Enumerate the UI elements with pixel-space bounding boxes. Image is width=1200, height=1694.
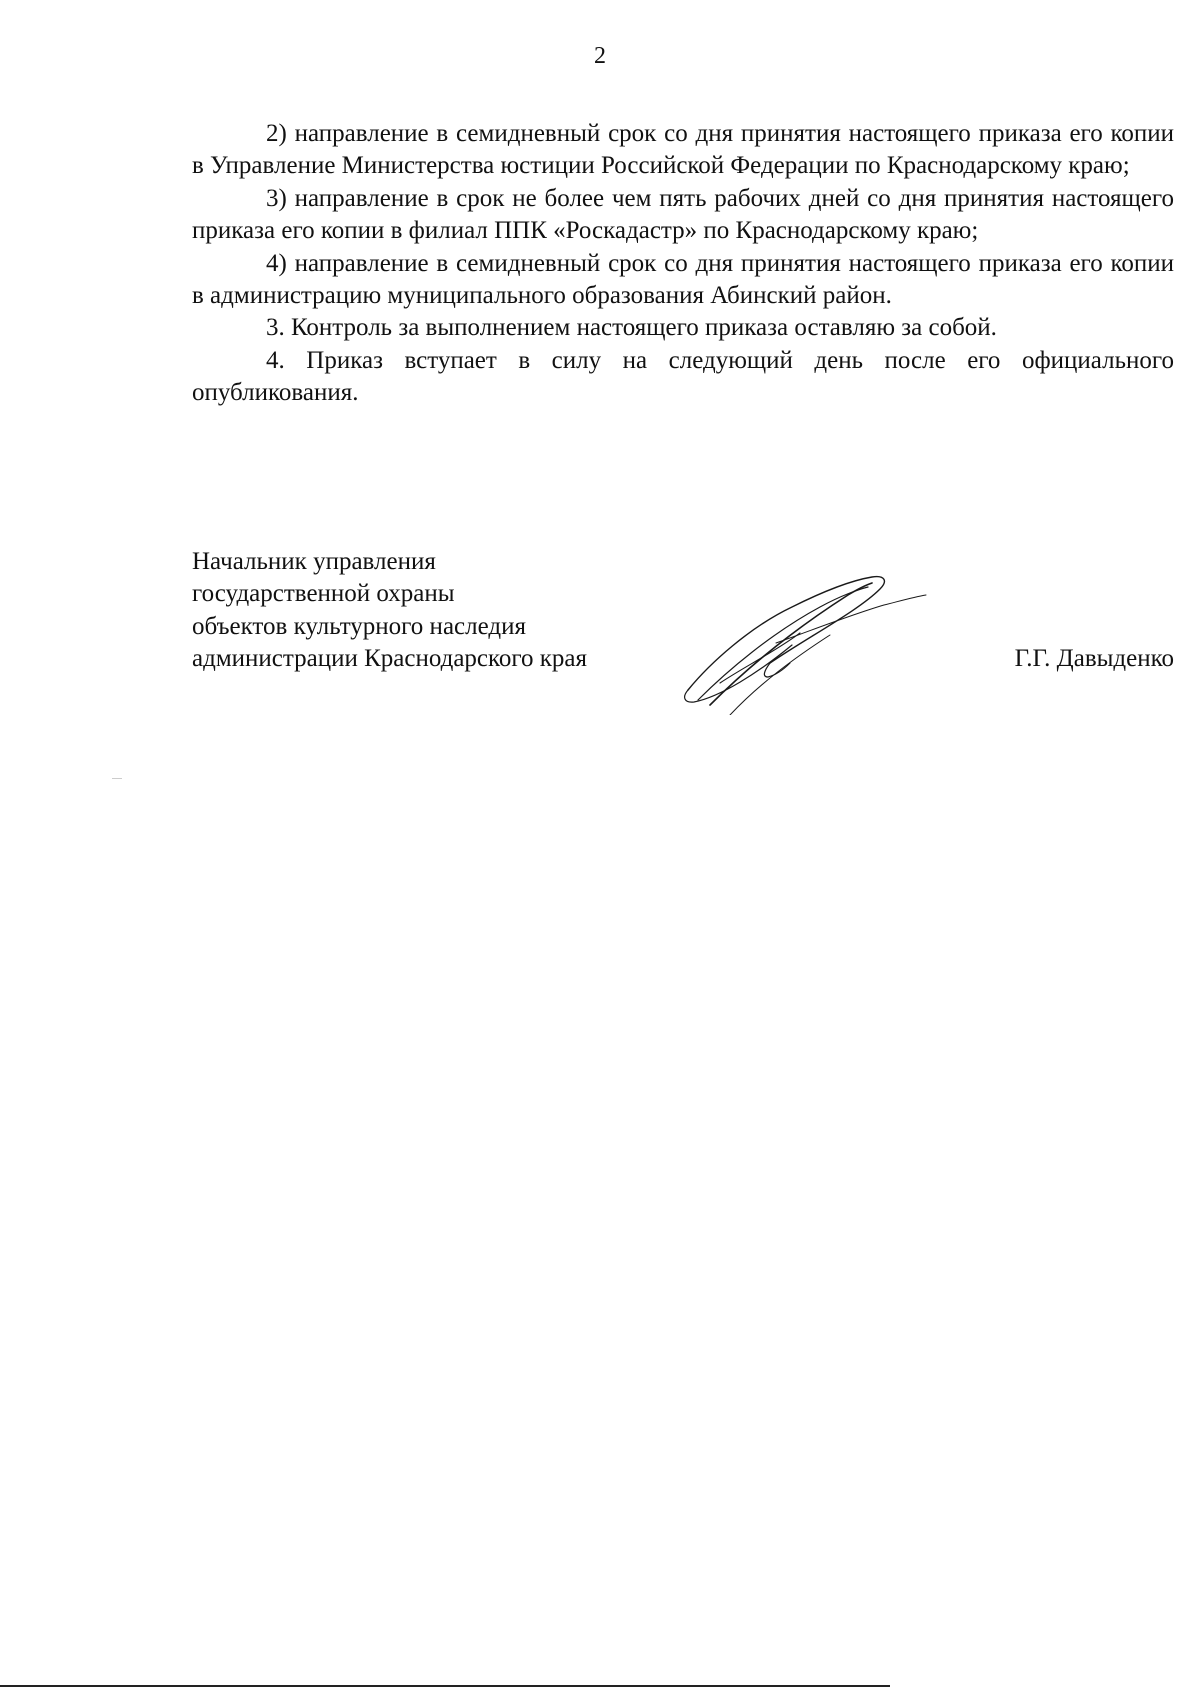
paragraph-item-2: 2) направление в семидневный срок со дня принятия настоящего приказа его копии в Управление Министерства юстиции Российской Федерации по Краснодарскому краю; (192, 120, 1174, 180)
handwritten-signature-icon (680, 565, 950, 715)
paragraph-item-3: 3) направление в срок не более чем пять рабочих дней со дня принятия настоящего приказа его копии в филиал ППК «Роскадастр» по Краснодарскому краю; (192, 184, 1174, 245)
position-line-1: Начальник управления (192, 548, 436, 575)
position-line-4: администрации Краснодарского края (192, 645, 588, 673)
position-line-3: объектов культурного наследия (192, 612, 526, 640)
page-number: 2 (594, 43, 606, 69)
signer-name: Г.Г. Давыденко (1014, 645, 1174, 672)
paragraph-effective-date: 4. Приказ вступает в силу на следующий день после его официального опубликования. (192, 346, 1174, 407)
footer-rule (0, 1685, 890, 1687)
document-body (192, 118, 1174, 410)
scan-artifact (112, 778, 122, 779)
position-line-2: государственной охраны (192, 580, 455, 608)
paragraph-control: 3. Контроль за выполнением настоящего приказа оставляю за собой. (266, 314, 997, 342)
paragraph-item-4: 4) направление в семидневный срок со дня принятия настоящего приказа его копии в администрацию муниципального образования Абинский район. (192, 249, 1174, 310)
